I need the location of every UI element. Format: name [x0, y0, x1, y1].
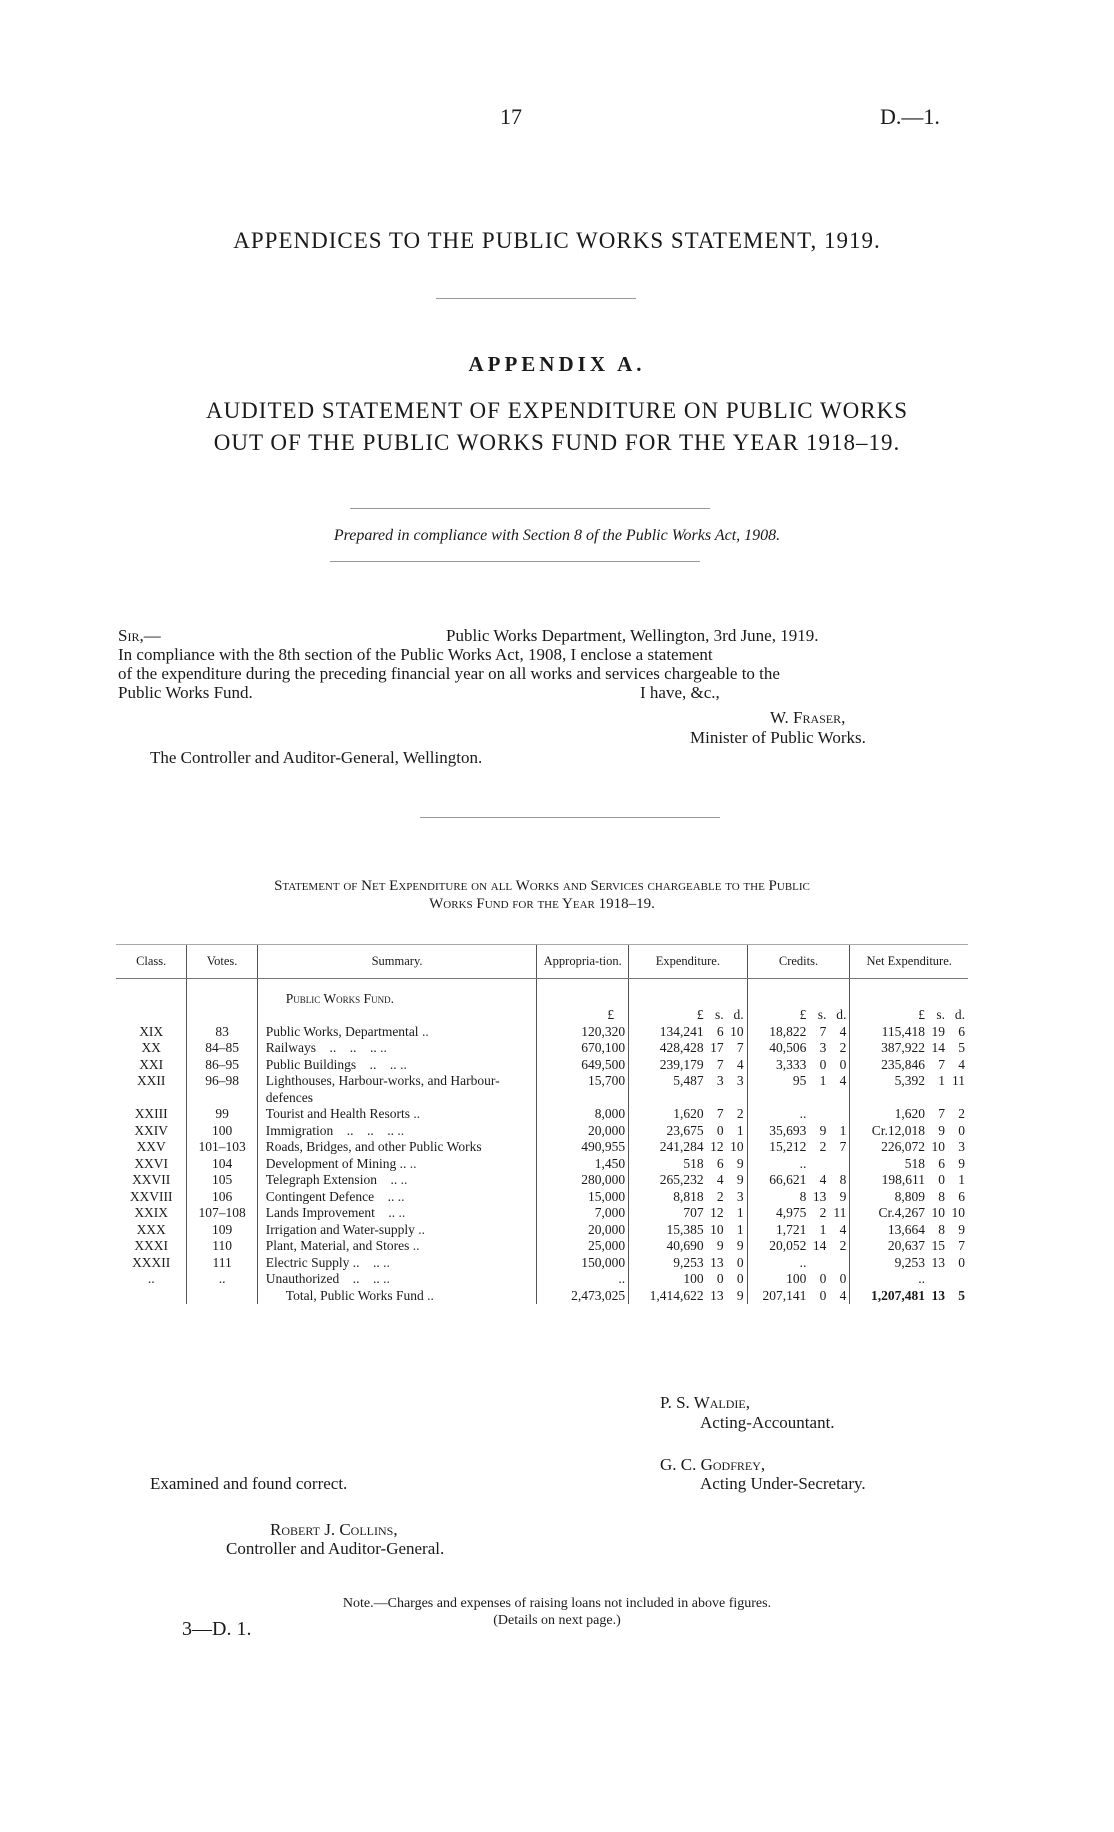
row-exp-shillings: 3 [716, 1073, 724, 1088]
row-cred-shillings: 14 [812, 1238, 827, 1253]
total-cred-pounds: 207,141 [762, 1287, 807, 1303]
row-exp-shillings: 0 [716, 1271, 724, 1286]
row-cred-shillings: 1 [819, 1221, 827, 1237]
unit-pound: £ [537, 1007, 629, 1024]
row-class: XXVII [132, 1172, 171, 1187]
row-summary: Immigration .. .. .. [265, 1122, 395, 1138]
row-exp-pence: 10 [730, 1139, 744, 1154]
row-summary: Contingent Defence .. [265, 1188, 395, 1204]
row-cred-pence: 1 [839, 1122, 847, 1138]
table-row [116, 1073, 968, 1106]
row-summary: Irrigation and Water-supply [265, 1221, 415, 1237]
statement-title [118, 877, 966, 913]
row-exp-shillings: 9 [716, 1238, 724, 1253]
total-exp-shillings: 13 [710, 1287, 724, 1303]
row-exp-shillings: 6 [716, 1155, 724, 1171]
row-exp-shillings: 12 [710, 1205, 724, 1220]
row-class: XXIII [134, 1106, 168, 1121]
row-cred-pence: 4 [839, 1073, 847, 1088]
row-appropriation: 670,100 [537, 1040, 629, 1057]
row-votes: 99 [187, 1106, 257, 1123]
row-votes: 105 [187, 1172, 257, 1189]
row-cred-pence: 9 [839, 1188, 847, 1204]
row-net-shillings: 13 [931, 1254, 945, 1270]
row-net-pounds: 5,392 [894, 1073, 925, 1088]
total-exp-pence: 9 [736, 1287, 744, 1303]
row-votes: 101–103 [187, 1139, 257, 1156]
row-class: XXIX [134, 1205, 169, 1220]
row-votes: .. [187, 1271, 257, 1288]
row-exp-shillings: 17 [710, 1040, 724, 1055]
row-cred-pounds: .. [799, 1155, 807, 1171]
row-net-shillings: 14 [931, 1040, 945, 1055]
table-row [116, 1189, 968, 1206]
row-votes: 110 [187, 1238, 257, 1255]
row-cred-shillings: 0 [819, 1056, 827, 1072]
row-summary: Public Buildings .. .. [265, 1056, 397, 1072]
row-cred-pounds: 20,052 [769, 1238, 807, 1253]
row-cred-shillings: 2 [819, 1205, 827, 1220]
col-header-appropriation: Appropria-tion. [537, 945, 629, 979]
row-exp-pounds: 23,675 [666, 1122, 704, 1138]
footer-code: 3—D. 1. [182, 1618, 252, 1640]
row-net-shillings: 9 [938, 1122, 945, 1138]
row-exp-shillings: 2 [716, 1188, 724, 1204]
statement-title-line1: Statement of Net Expenditure on all Works and Services chargeable to the Public [274, 878, 810, 894]
row-net-pence: 6 [958, 1188, 965, 1204]
row-exp-pounds: 1,620 [673, 1106, 704, 1121]
row-class: XXXI [134, 1238, 169, 1253]
row-appropriation: 15,000 [537, 1189, 629, 1206]
row-cred-pounds: 40,506 [769, 1040, 807, 1055]
accountant-name: P. S. Waldie, [660, 1393, 751, 1412]
row-net-shillings: 1 [938, 1073, 945, 1088]
row-summary: Public Works, Departmental [265, 1023, 419, 1039]
row-net-pence: 5 [958, 1040, 965, 1055]
row-net-pounds: 8,809 [894, 1188, 925, 1204]
row-net-shillings: 19 [931, 1023, 945, 1039]
table-header-row [116, 945, 968, 979]
row-exp-shillings: 0 [716, 1122, 724, 1138]
row-exp-pence: 9 [736, 1172, 744, 1187]
row-net-pence: 3 [958, 1139, 965, 1154]
row-exp-pounds: 518 [683, 1155, 704, 1171]
row-appropriation: 25,000 [537, 1238, 629, 1255]
row-class: XXVI [134, 1155, 169, 1171]
col-header-summary: Summary. [257, 945, 537, 979]
note-line1: Note.—Charges and expenses of raising loans not included in above figures. [342, 1596, 772, 1611]
row-net-pence: 1 [958, 1172, 965, 1187]
row-net-pence: 9 [958, 1155, 965, 1171]
row-appropriation: 150,000 [537, 1255, 629, 1272]
row-votes: 86–95 [187, 1057, 257, 1074]
unit-shilling: s. [715, 1007, 724, 1022]
row-cred-pounds: .. [799, 1254, 807, 1270]
table-row [116, 1172, 968, 1189]
row-class: XXV [136, 1139, 166, 1154]
row-cred-pounds: 3,333 [775, 1056, 807, 1072]
row-class: XXXII [132, 1254, 171, 1270]
row-net-pounds: 1,620 [894, 1106, 925, 1121]
row-cred-shillings: 9 [819, 1122, 827, 1138]
row-cred-pence: 4 [839, 1023, 847, 1039]
row-exp-pence: 3 [736, 1188, 744, 1204]
statement-title-line2: Works Fund for the Year 1918–19. [429, 896, 655, 912]
row-votes: 96–98 [187, 1073, 257, 1106]
row-votes: 84–85 [187, 1040, 257, 1057]
row-net-pounds: 198,611 [881, 1172, 925, 1187]
row-exp-pounds: 15,385 [666, 1221, 704, 1237]
row-exp-pence: 4 [736, 1056, 744, 1072]
row-cred-shillings: 4 [819, 1172, 827, 1187]
table-row [116, 1106, 968, 1123]
row-exp-shillings: 4 [716, 1172, 724, 1187]
row-cred-shillings: 7 [819, 1023, 827, 1039]
row-cred-pence: 11 [833, 1205, 847, 1220]
total-dots: .. [427, 1287, 434, 1303]
letter-recipient: The Controller and Auditor-General, Wellington. [150, 748, 483, 767]
row-appropriation: 20,000 [537, 1123, 629, 1140]
row-exp-pence: 0 [736, 1271, 744, 1286]
row-class: XXVIII [129, 1188, 173, 1204]
row-cred-shillings: 3 [819, 1040, 827, 1055]
row-summary: Development of Mining .. [265, 1155, 407, 1171]
divider [330, 561, 700, 562]
examined-statement: Examined and found correct. [150, 1474, 348, 1493]
row-appropriation: 490,955 [537, 1139, 629, 1156]
row-summary: Lands Improvement .. [265, 1205, 396, 1220]
row-summary: Roads, Bridges, and other Public Works [265, 1139, 482, 1154]
row-net-pence: 7 [958, 1238, 965, 1253]
row-appropriation: 15,700 [537, 1073, 629, 1106]
row-cred-shillings: 13 [812, 1188, 827, 1204]
row-summary: Telegraph Extension .. [265, 1172, 398, 1187]
row-exp-pounds: 9,253 [673, 1254, 704, 1270]
row-exp-shillings: 12 [710, 1139, 724, 1154]
total-net-pence: 5 [958, 1287, 965, 1303]
divider [350, 508, 710, 509]
row-exp-pounds: 134,241 [659, 1023, 704, 1039]
row-net-pounds: 235,846 [881, 1056, 925, 1072]
table-row [116, 1205, 968, 1222]
row-cred-shillings: 0 [819, 1271, 827, 1286]
col-header-class: Class. [116, 945, 187, 979]
main-title: APPENDICES TO THE PUBLIC WORKS STATEMENT, 1919. [233, 228, 881, 253]
total-row [116, 1288, 968, 1305]
table-row [116, 1057, 968, 1074]
row-net-pence: 0 [958, 1254, 965, 1270]
row-appropriation: 1,450 [537, 1156, 629, 1173]
unit-shilling: s. [817, 1007, 827, 1022]
controller-name: Robert J. Collins, [270, 1520, 398, 1539]
undersecretary-title: Acting Under-Secretary. [700, 1474, 866, 1493]
prepared-note: Prepared in compliance with Section 8 of the Public Works Act, 1908. [333, 527, 781, 544]
appendix-heading: APPENDIX A. [468, 352, 646, 376]
row-exp-shillings: 7 [716, 1106, 724, 1121]
row-dots: .. [412, 1238, 420, 1253]
row-exp-pence: 2 [736, 1106, 744, 1121]
unit-pound: £ [696, 1007, 704, 1022]
table-row [116, 1156, 968, 1173]
row-net-pence: 11 [952, 1073, 965, 1088]
total-label: Total, Public Works Fund [285, 1287, 424, 1303]
row-net-pounds: .. [918, 1271, 925, 1286]
row-appropriation: 20,000 [537, 1222, 629, 1239]
row-cred-pounds: 66,621 [769, 1172, 807, 1187]
col-header-net: Net Expenditure. [850, 945, 968, 979]
row-class: XIX [139, 1023, 164, 1039]
row-exp-pounds: 239,179 [659, 1056, 704, 1072]
letter-salutation: Sir,— [118, 626, 161, 645]
row-votes: 100 [187, 1123, 257, 1140]
row-votes: 104 [187, 1156, 257, 1173]
row-dots: .. [400, 1172, 408, 1187]
row-dots: .. [413, 1106, 421, 1121]
undersecretary-name: G. C. Godfrey, [660, 1455, 766, 1474]
row-net-pounds: Cr.12,018 [871, 1122, 925, 1138]
unit-pence: d. [836, 1007, 847, 1022]
col-header-credits: Credits. [747, 945, 850, 979]
total-cred-pence: 4 [839, 1287, 847, 1303]
row-exp-pounds: 40,690 [666, 1238, 704, 1253]
row-exp-pence: 9 [736, 1238, 744, 1253]
row-cred-pounds: 95 [792, 1073, 807, 1088]
document-code: D.—1. [880, 104, 940, 129]
letter-signatory-title: Minister of Public Works. [690, 728, 866, 747]
row-cred-pounds: 18,822 [769, 1023, 807, 1039]
row-net-pounds: 226,072 [881, 1139, 925, 1154]
row-cred-pence: 2 [839, 1040, 847, 1055]
table-row [116, 1222, 968, 1239]
accountant-title: Acting-Accountant. [700, 1413, 835, 1432]
row-net-pence: 6 [958, 1023, 965, 1039]
row-net-pence: 4 [958, 1056, 965, 1072]
row-net-pence: 9 [958, 1221, 965, 1237]
row-cred-pounds: .. [799, 1106, 807, 1121]
row-cred-pence: 4 [839, 1221, 847, 1237]
row-dots: .. [398, 1205, 406, 1220]
row-appropriation: .. [537, 1271, 629, 1288]
row-cred-pence: 2 [839, 1238, 847, 1253]
row-exp-pounds: 8,818 [673, 1188, 704, 1204]
row-exp-shillings: 6 [716, 1023, 724, 1039]
row-dots: .. [418, 1221, 426, 1237]
row-votes: 107–108 [187, 1205, 257, 1222]
col-header-votes: Votes. [187, 945, 257, 979]
row-dots: .. [400, 1056, 407, 1072]
row-net-shillings: 7 [938, 1056, 945, 1072]
row-net-pence: 10 [951, 1205, 965, 1220]
table-row [116, 1238, 968, 1255]
row-cred-pounds: 100 [786, 1271, 807, 1286]
row-net-pounds: 13,664 [887, 1221, 925, 1237]
row-net-shillings: 10 [931, 1139, 945, 1154]
row-votes: 106 [187, 1189, 257, 1206]
row-net-shillings: 7 [938, 1106, 945, 1121]
unit-pence: d. [954, 1007, 965, 1022]
row-summary: Plant, Material, and Stores [265, 1238, 410, 1253]
table-row [116, 1123, 968, 1140]
total-net-shillings: 13 [931, 1287, 945, 1303]
row-dots: .. [397, 1188, 405, 1204]
row-dots: .. [383, 1254, 390, 1270]
total-net-pounds: 1,207,481 [871, 1287, 925, 1303]
row-exp-pence: 7 [736, 1040, 744, 1055]
divider [420, 817, 720, 818]
row-dots: .. [380, 1040, 387, 1055]
table-row [116, 1139, 968, 1156]
row-class: .. [147, 1271, 155, 1286]
row-cred-shillings: 2 [819, 1139, 827, 1154]
row-exp-pounds: 5,487 [673, 1073, 704, 1088]
row-summary: Electric Supply .. .. [265, 1254, 380, 1270]
row-net-pounds: Cr.4,267 [878, 1205, 925, 1220]
row-class: XX [141, 1040, 161, 1055]
row-cred-pounds: 4,975 [775, 1205, 807, 1220]
letter-closing: I have, &c., [640, 683, 720, 702]
letter-signatory: W. Fraser, [770, 708, 846, 727]
row-exp-pounds: 428,428 [659, 1040, 704, 1055]
row-exp-pence: 1 [736, 1205, 744, 1220]
row-net-shillings: 0 [938, 1172, 945, 1187]
row-net-shillings: 6 [938, 1155, 945, 1171]
row-dots: .. [383, 1271, 390, 1286]
row-net-pounds: 115,418 [881, 1023, 925, 1039]
row-exp-pence: 3 [736, 1073, 744, 1088]
row-exp-pounds: 100 [683, 1271, 704, 1286]
row-net-shillings: 8 [938, 1188, 945, 1204]
row-net-pounds: 9,253 [894, 1254, 925, 1270]
row-exp-pence: 1 [736, 1122, 744, 1138]
row-appropriation: 7,000 [537, 1205, 629, 1222]
row-exp-pence: 0 [736, 1254, 744, 1270]
row-exp-pence: 1 [736, 1221, 744, 1237]
appendix-subtitle-line1: AUDITED STATEMENT OF EXPENDITURE ON PUBLIC WORKS [205, 398, 909, 423]
row-votes: 83 [187, 1024, 257, 1041]
row-net-pence: 2 [958, 1106, 965, 1121]
row-dots: .. [421, 1023, 429, 1039]
divider [436, 298, 636, 299]
row-summary: Railways .. .. .. [265, 1040, 377, 1055]
row-net-pounds: 518 [904, 1155, 925, 1171]
row-appropriation: 120,320 [537, 1024, 629, 1041]
row-cred-pounds: 1,721 [775, 1221, 807, 1237]
row-net-shillings: 10 [931, 1205, 945, 1220]
row-summary: Lighthouses, Harbour-works, and Harbour-defences [265, 1073, 500, 1105]
row-net-pounds: 20,637 [887, 1238, 925, 1253]
fund-heading: Public Works Fund. [257, 978, 537, 1007]
table-row [116, 1040, 968, 1057]
row-net-shillings: 15 [931, 1238, 945, 1253]
unit-shilling: s. [936, 1007, 945, 1022]
row-cred-pounds: 35,693 [769, 1122, 807, 1138]
table-row [116, 1024, 968, 1041]
appendix-subtitle-line2: OUT OF THE PUBLIC WORKS FUND FOR THE YEAR 1918–19. [213, 430, 901, 455]
unit-pence: d. [733, 1007, 744, 1022]
row-class: XXIV [134, 1122, 169, 1138]
row-cred-pounds: 8 [799, 1188, 807, 1204]
letter-address-date: Public Works Department, Wellington, 3rd June, 1919. [446, 626, 819, 645]
row-net-pence: 0 [958, 1122, 965, 1138]
letter-body-line3: Public Works Fund. [118, 683, 253, 702]
row-exp-pence: 10 [730, 1023, 744, 1039]
row-dots: .. [397, 1122, 405, 1138]
fund-heading-row [116, 978, 968, 1007]
row-votes: 109 [187, 1222, 257, 1239]
row-exp-pence: 9 [736, 1155, 744, 1171]
note [0, 1595, 1114, 1629]
row-exp-pounds: 707 [683, 1205, 704, 1220]
row-exp-pounds: 241,284 [659, 1139, 704, 1154]
row-exp-pounds: 265,232 [659, 1172, 704, 1187]
row-appropriation: 8,000 [537, 1106, 629, 1123]
row-exp-shillings: 13 [710, 1254, 724, 1270]
row-cred-pence: 7 [839, 1139, 847, 1154]
unit-pound: £ [918, 1007, 925, 1022]
row-summary: Unauthorized .. .. [265, 1271, 380, 1286]
row-summary: Tourist and Health Resorts [265, 1106, 410, 1121]
row-appropriation: 280,000 [537, 1172, 629, 1189]
row-class: XXX [136, 1221, 166, 1237]
table-row [116, 1255, 968, 1272]
units-row [116, 1007, 968, 1024]
row-cred-pence: 0 [839, 1056, 847, 1072]
letter-body-line2: of the expenditure during the preceding financial year on all works and services chargeable to the [118, 664, 780, 683]
page-number: 17 [500, 104, 522, 129]
row-exp-shillings: 10 [710, 1221, 724, 1237]
row-cred-pounds: 15,212 [769, 1139, 807, 1154]
row-class: XXII [136, 1073, 166, 1088]
row-net-shillings: 8 [938, 1221, 945, 1237]
unit-pound: £ [799, 1007, 807, 1022]
row-appropriation: 649,500 [537, 1057, 629, 1074]
table-row [116, 1271, 968, 1288]
row-votes: 111 [187, 1255, 257, 1272]
controller-title: Controller and Auditor-General. [226, 1539, 445, 1558]
row-dots: .. [409, 1155, 417, 1171]
col-header-expenditure: Expenditure. [629, 945, 748, 979]
row-cred-shillings: 1 [819, 1073, 827, 1088]
expenditure-table [116, 944, 968, 1304]
note-line2: (Details on next page.) [493, 1613, 621, 1628]
row-cred-pence: 8 [839, 1172, 847, 1187]
total-exp-pounds: 1,414,622 [649, 1287, 704, 1303]
row-cred-pence: 0 [839, 1271, 847, 1286]
row-exp-shillings: 7 [716, 1056, 724, 1072]
total-appropriation: 2,473,025 [537, 1288, 629, 1305]
total-cred-shillings: 0 [819, 1287, 827, 1303]
row-class: XXI [139, 1056, 164, 1072]
row-net-pounds: 387,922 [881, 1040, 925, 1055]
letter-body-line1: In compliance with the 8th section of the Public Works Act, 1908, I enclose a statement [118, 645, 713, 664]
